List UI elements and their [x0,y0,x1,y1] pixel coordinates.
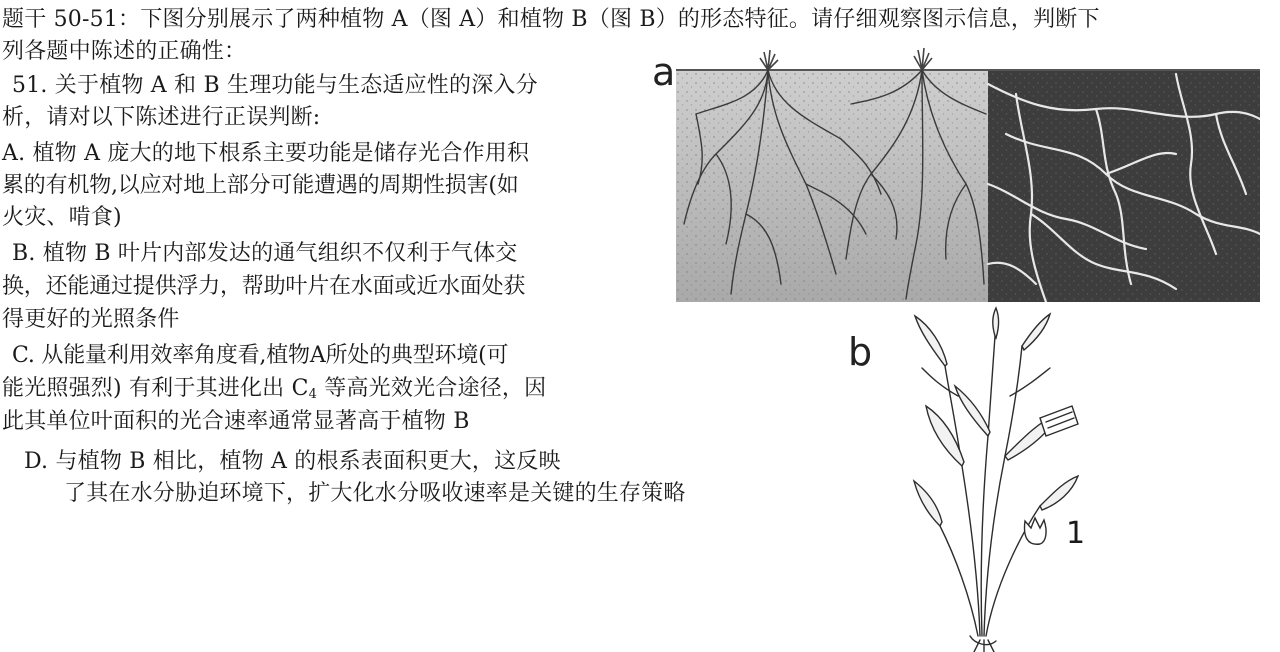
option-a-line-2: 累的有机物,以应对地上部分可能遭遇的周期性损害(如 [2,173,519,198]
option-b-line-2: 换，还能通过提供浮力，帮助叶片在水面或近水面处获 [2,274,526,299]
figure-a-root-illustration [676,44,1260,302]
option-d-line-1: D. 与植物 B 相比，植物 A 的根系表面积更大，这反映 [24,449,561,474]
question-stem-line-2: 析，请对以下陈述进行正误判断: [2,105,321,130]
option-a-line-3: 火灾、啃食) [2,205,122,230]
option-a-line-1: A. 植物 A 庞大的地下根系主要功能是储存光合作用积 [2,141,530,166]
option-b-line-1: B. 植物 B 叶片内部发达的通气组织不仅利于气体交 [12,241,518,266]
figure-b-detail-label: 1 [1066,516,1086,551]
figure-a-label: a [652,50,676,94]
option-c-line-3: 此其单位叶面积的光合速率通常显著高于植物 B [2,409,470,434]
header-line-2: 列各题中陈述的正确性： [2,39,247,64]
option-c-line-2-end: 等高光效光合途径，因 [317,376,547,401]
option-c-line-2-start: 能光照强烈) 有利于其进化出 C [2,376,309,401]
option-c-line-1: C. 从能量利用效率角度看,植物A所处的典型环境(可 [12,343,509,368]
option-b-line-3: 得更好的光照条件 [2,307,180,332]
header-line-1: 题干 50-51：下图分别展示了两种植物 A（图 A）和植物 B（图 B）的形态特征。请仔细观察图示信息，判断下 [2,7,1100,32]
option-d-line-2: 了其在水分胁迫环境下，扩大化水分吸收速率是关键的生存策略 [64,481,686,506]
figure-b-plant-illustration [900,306,1100,652]
question-stem-line-1: 51. 关于植物 A 和 B 生理功能与生态适应性的深入分 [12,73,538,98]
option-c-line-2 [2,375,546,409]
figure-b-label: b [848,330,873,374]
c4-subscript: 4 [308,387,318,402]
